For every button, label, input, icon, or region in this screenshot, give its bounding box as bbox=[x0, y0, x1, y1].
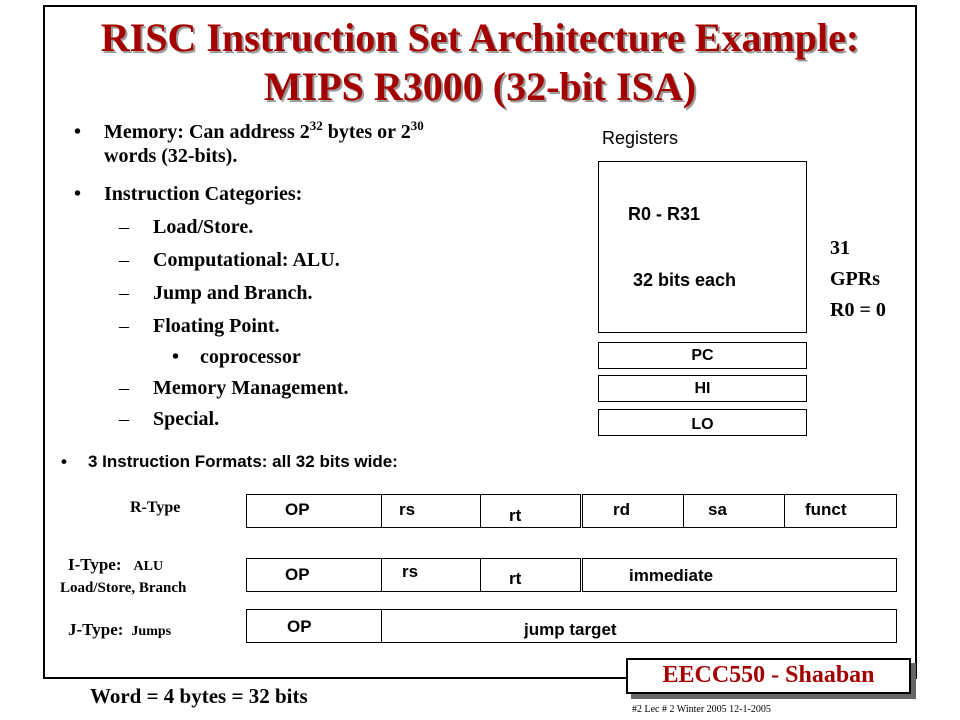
category-item: – Jump and Branch. bbox=[119, 282, 313, 304]
j-type-label: J-Type: Jumps bbox=[68, 620, 172, 639]
slide-title-line2: MIPS R3000 (32-bit ISA) bbox=[263, 64, 697, 109]
category-item: – Computational: ALU. bbox=[119, 249, 340, 271]
categories-heading: • Instruction Categories: bbox=[74, 183, 303, 205]
lo-register: LO bbox=[598, 409, 807, 436]
category-item: – Special. bbox=[119, 408, 220, 430]
hi-register: HI bbox=[598, 375, 807, 402]
registers-label: Registers bbox=[602, 128, 679, 148]
r-field-op: OP bbox=[246, 494, 382, 528]
gpr-label: GPRs bbox=[830, 268, 880, 290]
i-field-immediate: immediate bbox=[582, 558, 897, 592]
r-field-rt: rt bbox=[480, 494, 581, 528]
pc-register: PC bbox=[598, 342, 807, 369]
memory-bullet-line2: words (32-bits). bbox=[104, 145, 238, 167]
i-type-sublabel: Load/Store, Branch bbox=[60, 580, 187, 596]
i-field-rt: rt bbox=[480, 558, 581, 592]
bullet-dot: • bbox=[74, 121, 82, 143]
r-field-rd: rd bbox=[582, 494, 684, 528]
i-field-op: OP bbox=[246, 558, 382, 592]
register-width: 32 bits each bbox=[633, 270, 737, 290]
gpr-register-block bbox=[598, 161, 807, 333]
register-range: R0 - R31 bbox=[628, 204, 701, 224]
formats-heading: • 3 Instruction Formats: all 32 bits wide: bbox=[61, 452, 398, 471]
i-field-rs: rs bbox=[381, 558, 481, 592]
r-type-label: R-Type bbox=[130, 499, 181, 516]
r-field-sa: sa bbox=[683, 494, 785, 528]
word-size-note: Word = 4 bytes = 32 bits bbox=[90, 684, 308, 708]
i-type-label: I-Type: ALU bbox=[68, 555, 164, 574]
r0-zero-note: R0 = 0 bbox=[830, 299, 886, 321]
r-field-rs: rs bbox=[381, 494, 481, 528]
sub-item-coprocessor: • coprocessor bbox=[172, 346, 301, 368]
category-item: – Load/Store. bbox=[119, 216, 254, 238]
j-field-jump-target: jump target bbox=[381, 609, 897, 643]
slide-title-line1: RISC Instruction Set Architecture Example: bbox=[100, 15, 860, 60]
category-item: – Memory Management. bbox=[119, 377, 349, 399]
course-badge: EECC550 - Shaaban bbox=[626, 658, 911, 694]
memory-bullet: • Memory: Can address $2^{32}$ bytes or $2^{30}$ bbox=[74, 118, 424, 143]
slide-footer: #2 Lec # 2 Winter 2005 12-1-2005 bbox=[632, 704, 771, 715]
j-field-op: OP bbox=[246, 609, 382, 643]
r-field-funct: funct bbox=[784, 494, 897, 528]
category-item: – Floating Point. bbox=[119, 315, 280, 337]
gpr-count: 31 bbox=[830, 237, 850, 259]
